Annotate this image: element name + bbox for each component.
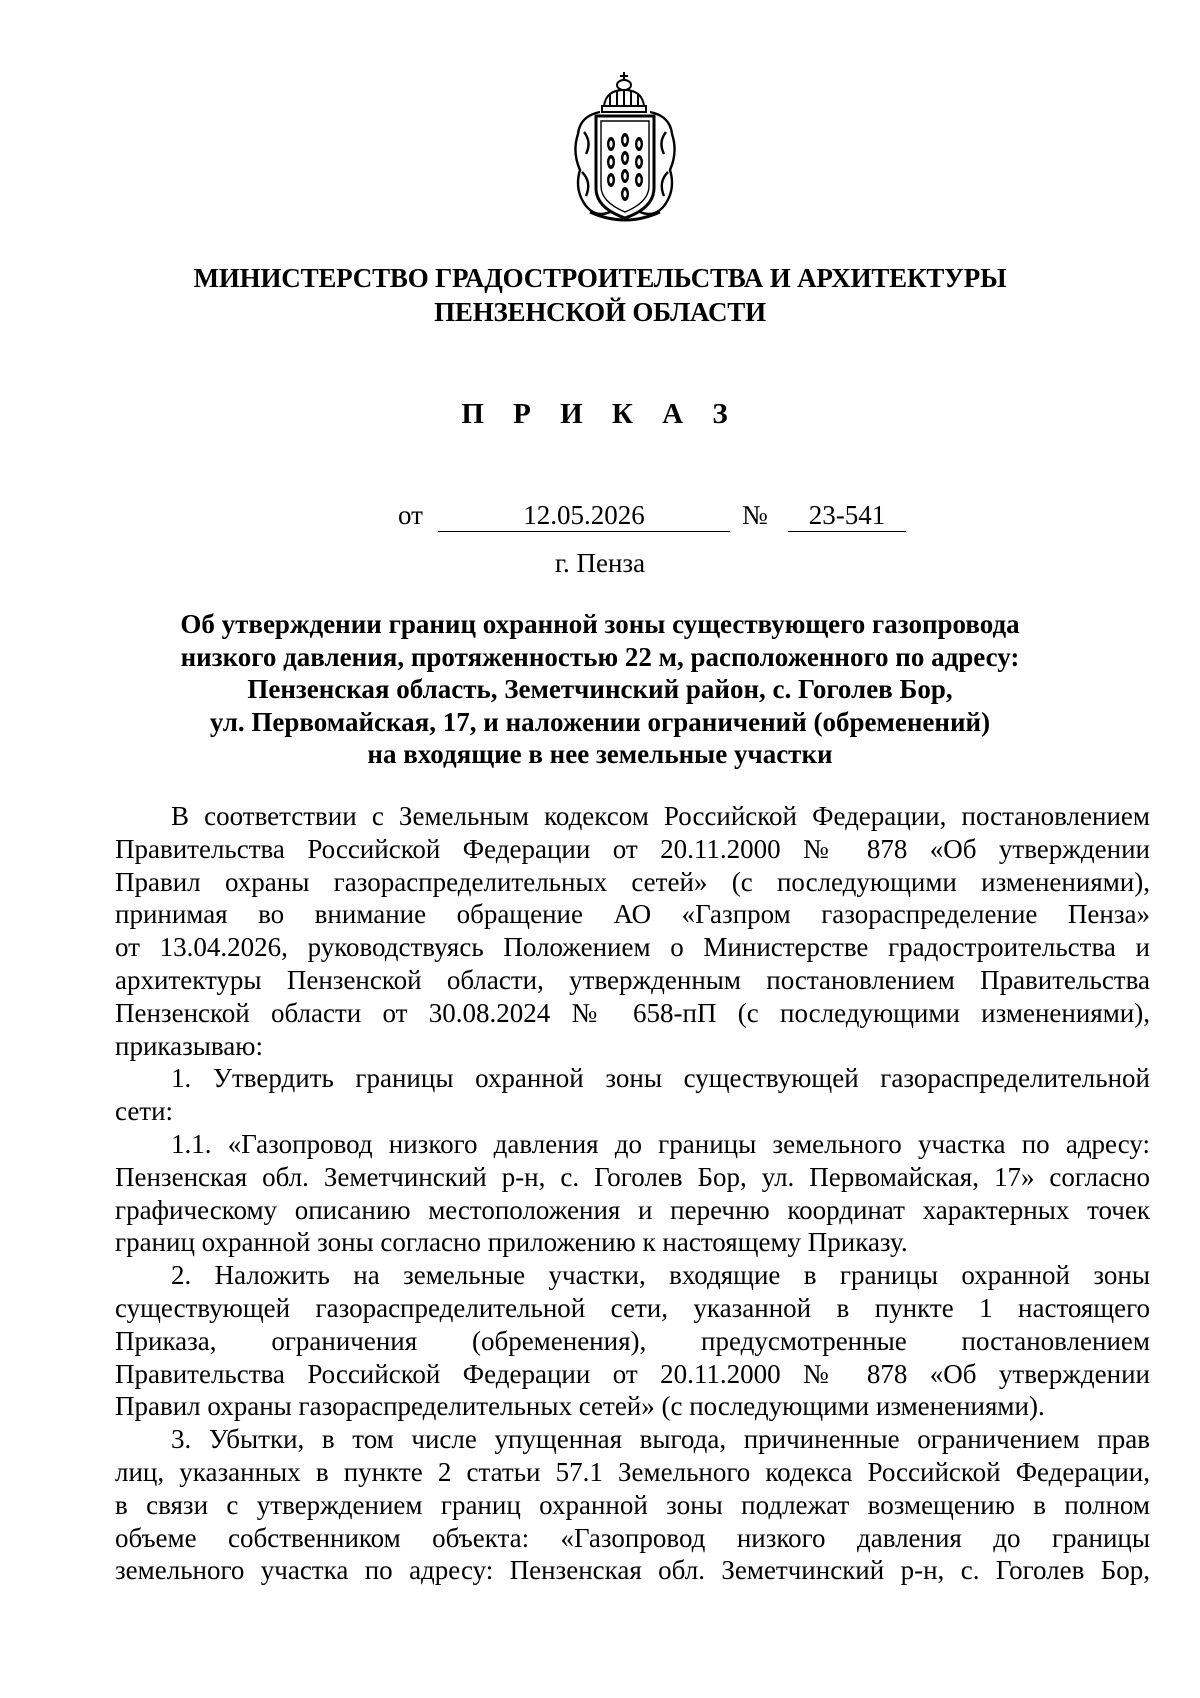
body-text-line: Правил охраны газораспределительных сетей» (с последующими изменениями), bbox=[115, 866, 1150, 897]
body-text-line: границ охранной зоны согласно приложению к настоящему Приказу. bbox=[115, 1227, 908, 1258]
title-line: ул. Первомайская, 17, и наложении ограничений (обременений) bbox=[209, 706, 991, 737]
body-text-line: объеме собственником объекта: «Газопровод низкого давления до границы bbox=[115, 1522, 1150, 1553]
date-label: от bbox=[398, 500, 423, 530]
coat-of-arms-emblem bbox=[570, 72, 690, 224]
body-text-line: графическому описанию местоположения и перечню координат характерных точек bbox=[115, 1194, 1150, 1225]
body-text-line: сети: bbox=[115, 1096, 174, 1127]
body-text-line: лиц, указанных в пункте 2 статьи 57.1 Земельного кодекса Российской Федерации, bbox=[115, 1456, 1150, 1487]
body-text-line: Правил охраны газораспределительных сетей» (с последующими изменениями). bbox=[115, 1391, 1045, 1422]
city-label: г. Пенза bbox=[554, 548, 646, 578]
body-text-line: 3. Убытки, в том числе упущенная выгода, причиненные ограничением прав bbox=[171, 1424, 1150, 1455]
body-text-line: от 13.04.2026, руководствуясь Положением о Министерстве градостроительства и bbox=[115, 932, 1150, 963]
body-text-line: 1. Утвердить границы охранной зоны существующей газораспределительной bbox=[171, 1063, 1150, 1094]
body-text-line: 2. Наложить на земельные участки, входящие в границы охранной зоны bbox=[171, 1260, 1150, 1291]
order-subject-title bbox=[140, 608, 1060, 771]
document-type-title: П Р И К А З bbox=[461, 398, 739, 430]
body-text-line: Правительства Российской Федерации от 20.11.2000 № 878 «Об утверждении bbox=[115, 833, 1150, 864]
title-line: на входящие в нее земельные участки bbox=[367, 739, 833, 769]
body-text-line: Правительства Российской Федерации от 20.11.2000 № 878 «Об утверждении bbox=[115, 1358, 1150, 1389]
title-line: Об утверждении границ охранной зоны существующего газопровода bbox=[180, 609, 1020, 639]
date-number-line bbox=[398, 500, 918, 534]
body-text-line: в связи с утверждением границ охранной зоны подлежат возмещению в полном bbox=[115, 1489, 1150, 1520]
ministry-name-line-1: МИНИСТЕРСТВО ГРАДОСТРОИТЕЛЬСТВА И АРХИТЕКТУРЫ bbox=[193, 263, 1007, 293]
body-text-line: Пензенская обл. Земетчинский р-н, с. Гоголев Бор, ул. Первомайская, 17» согласно bbox=[115, 1161, 1150, 1192]
number-label: № bbox=[742, 500, 768, 530]
body-text-line: Приказа, ограничения (обременения), предусмотренные постановлением bbox=[115, 1325, 1150, 1356]
body-text-line: В соответствии с Земельным кодексом Российской Федерации, постановлением bbox=[171, 801, 1150, 831]
title-line: Пензенская область, Земетчинский район, с. Гоголев Бор, bbox=[247, 674, 953, 704]
body-text-line: 1.1. «Газопровод низкого давления до границы земельного участка по адресу: bbox=[171, 1128, 1150, 1159]
body-text-line: архитектуры Пензенской области, утвержденным постановлением Правительства bbox=[115, 964, 1150, 995]
title-line: низкого давления, протяженностью 22 м, расположенного по адресу: bbox=[180, 641, 1020, 672]
body-text-line: принимая во внимание обращение АО «Газпром газораспределение Пенза» bbox=[115, 899, 1150, 930]
order-body bbox=[115, 800, 1150, 1587]
document-number: 23-541 bbox=[788, 500, 906, 532]
body-text-line: существующей газораспределительной сети, указанной в пункте 1 настоящего bbox=[115, 1292, 1150, 1323]
document-date: 12.05.2026 bbox=[438, 500, 730, 532]
body-text-line: Пензенской области от 30.08.2024 № 658-пП (с последующими изменениями), bbox=[115, 997, 1150, 1028]
ministry-name-line-2: ПЕНЗЕНСКОЙ ОБЛАСТИ bbox=[434, 297, 766, 327]
body-text-line: земельного участка по адресу: Пензенская обл. Земетчинский р-н, с. Гоголев Бор, bbox=[115, 1555, 1150, 1586]
body-text-line: приказываю: bbox=[115, 1030, 263, 1061]
